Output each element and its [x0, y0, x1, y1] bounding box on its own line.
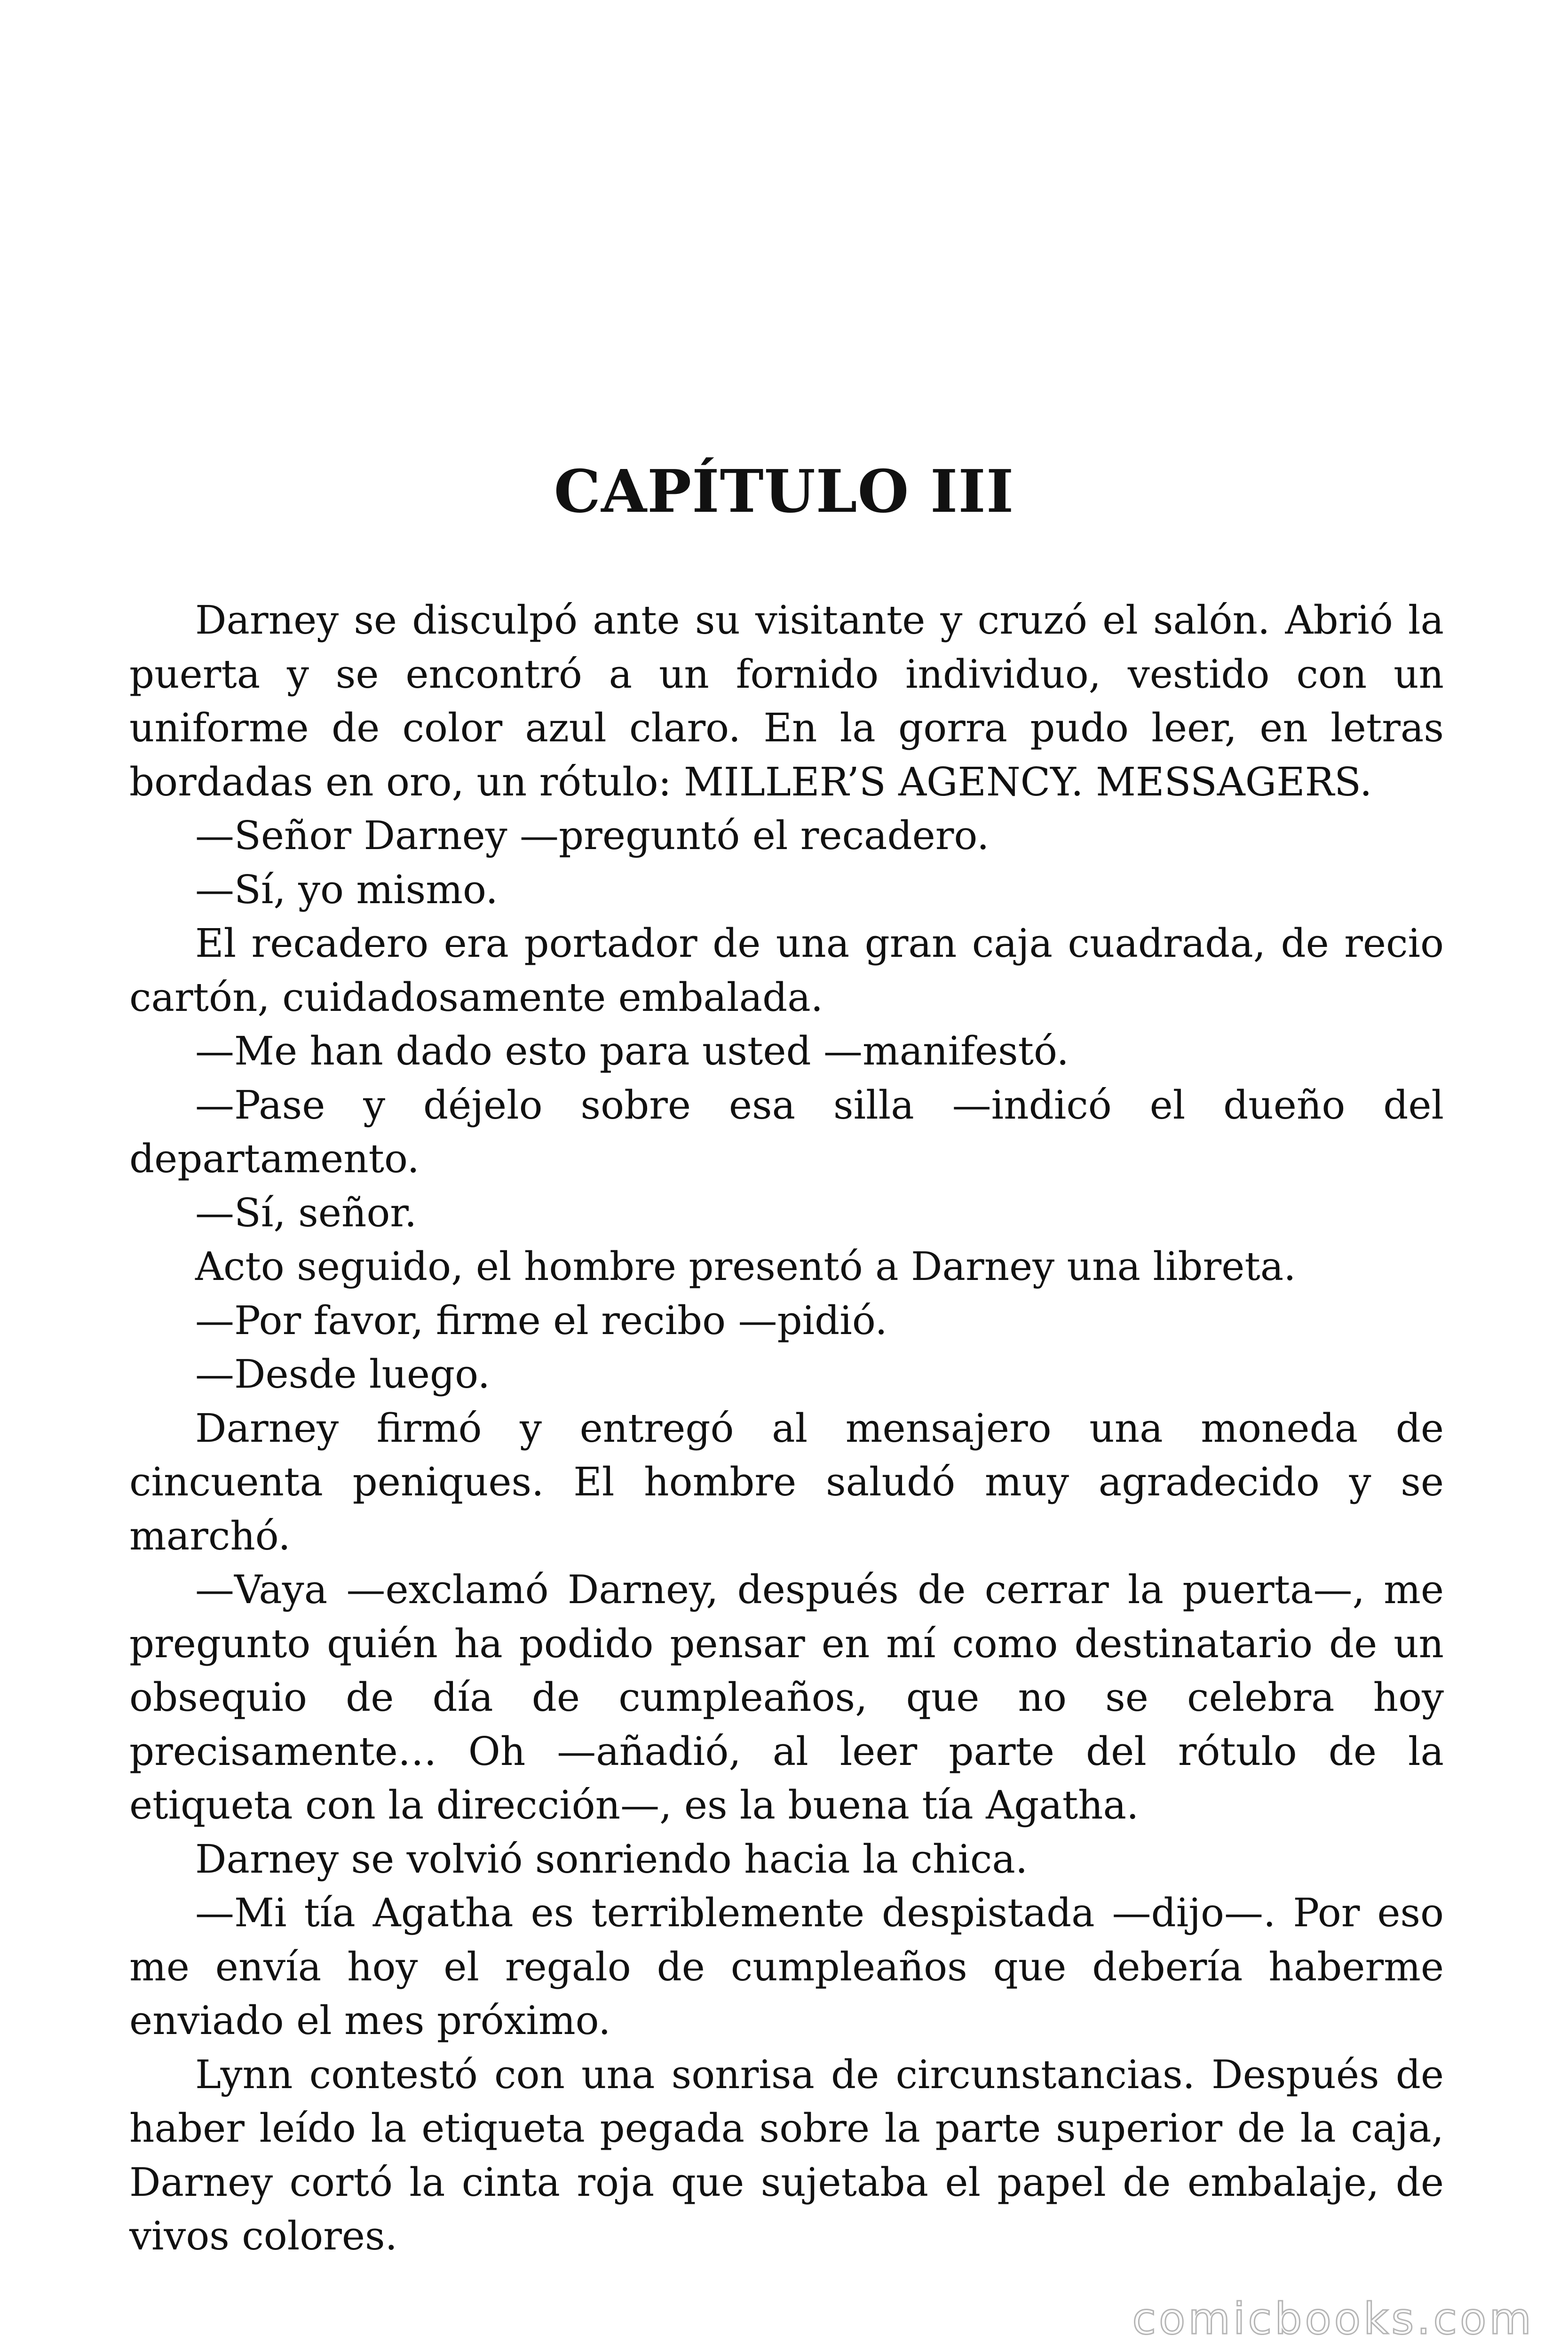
- paragraph: —Señor Darney —preguntó el recadero.: [195, 813, 990, 858]
- paragraph: —Sí, señor.: [195, 1190, 417, 1236]
- paragraph: El recadero era portador de una gran caja cuadrada, de recio cartón, cuidadosamente embalada.: [129, 921, 1444, 1020]
- watermark: comicbooks.com: [1132, 2294, 1534, 2344]
- paragraph: Darney firmó y entregó al mensajero una moneda de cincuenta peniques. El hombre saludó muy agradecido y se marchó.: [129, 1405, 1444, 1559]
- paragraph: —Pase y déjelo sobre esa silla —indicó el dueño del departamento.: [129, 1082, 1444, 1182]
- paragraph: Lynn contestó con una sonrisa de circunstancias. Después de haber leído la etiqueta pegada sobre la parte superior de la caja, Darney cortó la cinta roja que sujetaba el papel de embalaje, de vivos colores.: [129, 2051, 1444, 2259]
- paragraph: Darney se volvió sonriendo hacia la chica.: [195, 1836, 1028, 1882]
- paragraph: Acto seguido, el hombre presentó a Darney una libreta.: [195, 1244, 1296, 1289]
- chapter-body: [129, 594, 1444, 2264]
- paragraph: —Por favor, firme el recibo —pidió.: [195, 1297, 887, 1343]
- chapter-title: CAPÍTULO III: [554, 457, 1014, 526]
- paragraph: —Vaya —exclamó Darney, después de cerrar la puerta—, me pregunto quién ha podido pensar en mí como destinatario de un obsequio de día de cumpleaños, que no se celebra hoy precisamente… Oh —añadió, al leer parte del rótulo de la etiqueta con la dirección—, es la buena tía Agatha.: [129, 1567, 1444, 1828]
- paragraph: —Sí, yo mismo.: [195, 866, 498, 913]
- paragraph: —Mi tía Agatha es terriblemente despistada —dijo—. Por eso me envía hoy el regalo de cumpleaños que debería haberme enviado el mes próximo.: [129, 1890, 1444, 2043]
- paragraph: —Desde luego.: [195, 1351, 491, 1397]
- paragraph: —Me han dado esto para usted —manifestó.: [195, 1028, 1069, 1074]
- paragraph: Darney se disculpó ante su visitante y cruzó el salón. Abrió la puerta y se encontró a un fornido individuo, vestido con un uniforme de color azul claro. En la gorra pudo leer, en letras bordadas en oro, un rótulo: MILLER’S AGENCY. MESSAGERS.: [129, 597, 1444, 805]
